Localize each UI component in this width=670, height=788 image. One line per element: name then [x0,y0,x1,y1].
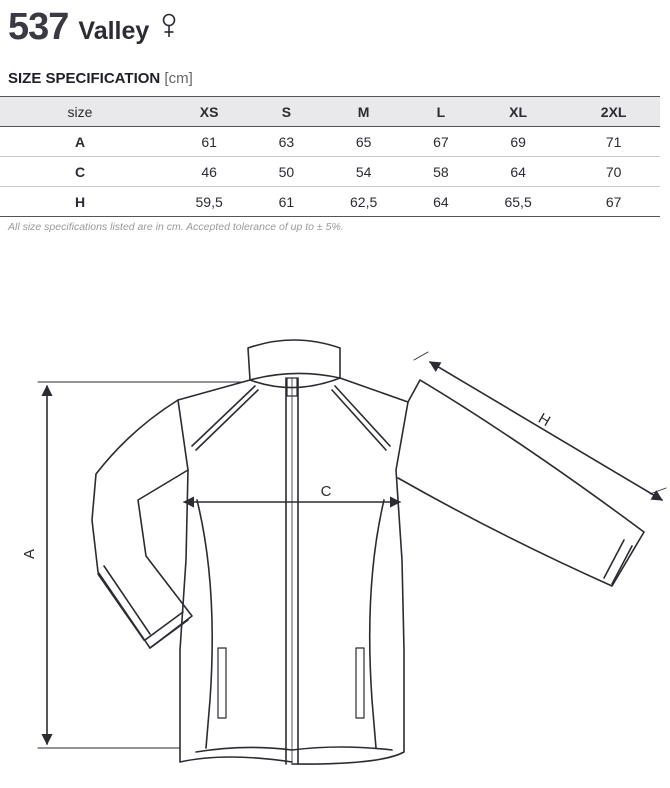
table-header-row [0,97,660,127]
header-cell: XS [160,97,258,127]
table-row [0,157,660,187]
row-label: H [0,187,160,217]
table-cell: 65 [314,127,412,157]
table-row [0,187,660,217]
table-cell: 61 [160,127,258,157]
product-title [8,6,177,50]
header-cell: M [314,97,412,127]
label-a: A [21,548,38,560]
size-spec-title: SIZE SPECIFICATION [8,70,161,87]
size-spec-heading [8,70,193,87]
table-cell: 70 [567,157,660,187]
table-cell: 64 [469,157,567,187]
jacket-outline [92,340,644,764]
label-c: C [320,483,332,500]
header-cell: XL [469,97,567,127]
measurement-h [414,352,666,500]
tolerance-note: All size specifications listed are in cm. Accepted tolerance of up to ± 5%. [8,221,344,233]
size-spec-unit: [cm] [164,70,193,87]
row-label: C [0,157,160,187]
jacket-diagram [0,330,670,788]
table-cell: 59,5 [160,187,258,217]
size-table [0,96,660,217]
table-cell: 61 [258,187,314,217]
female-symbol-icon [161,13,177,44]
table-cell: 67 [413,127,469,157]
table-row [0,127,660,157]
table-cell: 69 [469,127,567,157]
table-cell: 64 [413,187,469,217]
model-name: Valley [78,17,150,45]
header-cell: L [413,97,469,127]
header-cell: S [258,97,314,127]
table-cell: 50 [258,157,314,187]
table-cell: 46 [160,157,258,187]
header-cell: 2XL [567,97,660,127]
model-number: 537 [8,6,69,48]
table-cell: 54 [314,157,412,187]
table-cell: 62,5 [314,187,412,217]
label-h: H [535,410,554,431]
table-cell: 67 [567,187,660,217]
row-label: A [0,127,160,157]
table-cell: 71 [567,127,660,157]
table-cell: 63 [258,127,314,157]
header-cell: size [0,97,160,127]
table-cell: 58 [413,157,469,187]
table-cell: 65,5 [469,187,567,217]
